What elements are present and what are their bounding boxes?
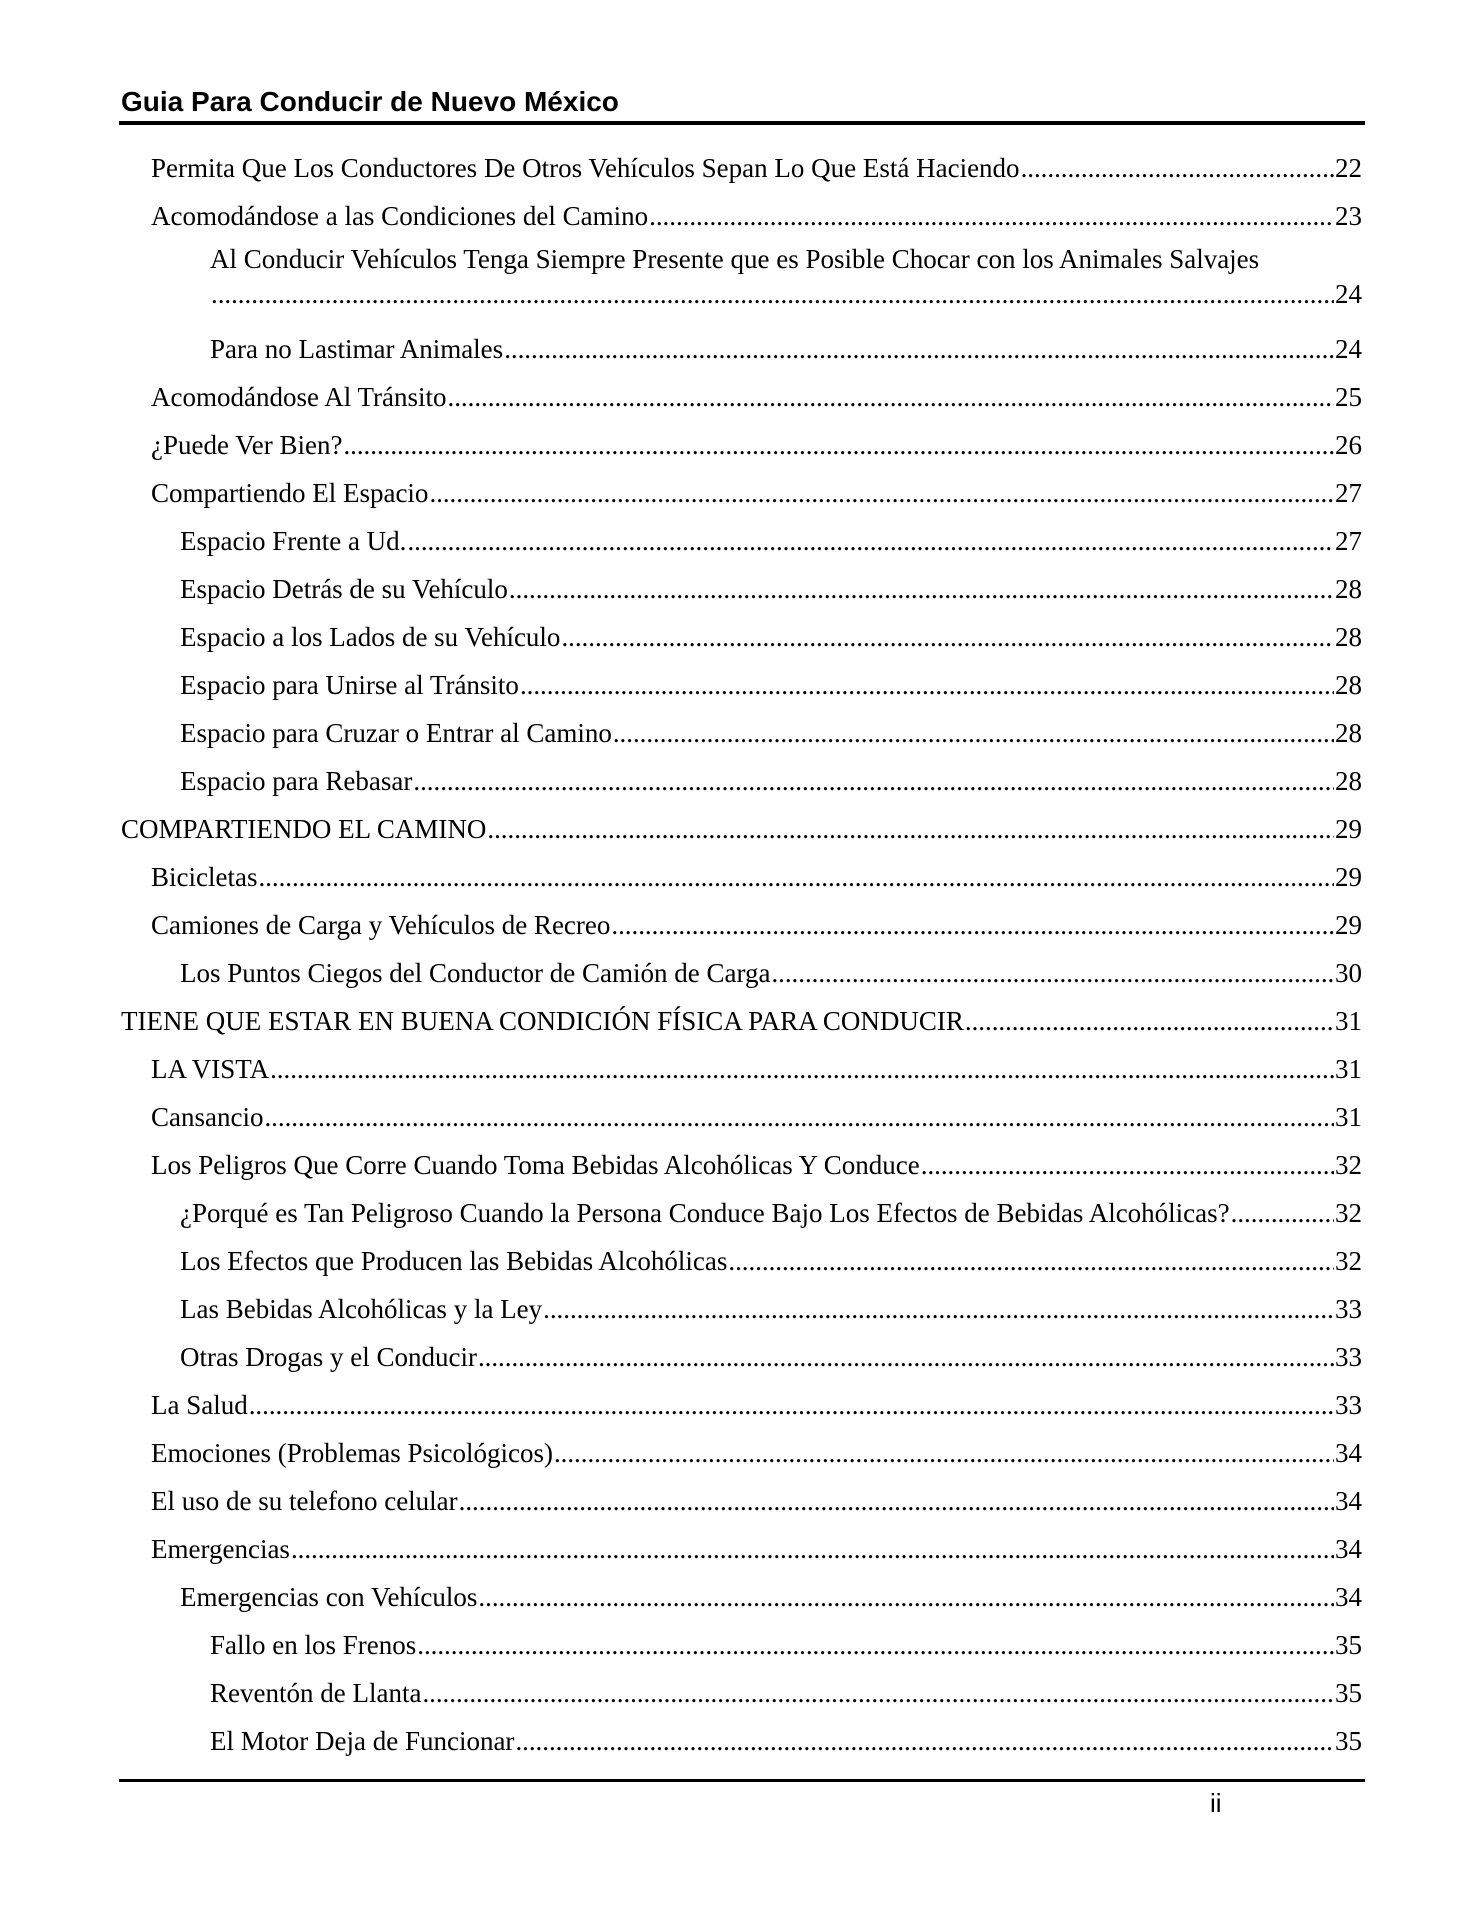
toc-entry-title: Reventón de Llanta bbox=[210, 1678, 422, 1708]
dot-leader bbox=[422, 1675, 1334, 1713]
toc-entry-page: 27 bbox=[1335, 526, 1362, 556]
toc-entry-page: 28 bbox=[1335, 766, 1362, 796]
toc-entry-title: Espacio a los Lados de su Vehículo bbox=[180, 622, 561, 652]
toc-entry-title: Espacio para Cruzar o Entrar al Camino bbox=[180, 718, 612, 748]
toc-entry-title: ¿Puede Ver Bien? bbox=[151, 430, 343, 460]
toc-entry-title: TIENE QUE ESTAR EN BUENA CONDICIÓN FÍSICA PARA CONDUCIR bbox=[121, 1006, 964, 1036]
toc-entry[interactable] bbox=[121, 1713, 1362, 1761]
toc-entry-title: Emergencias con Vehículos bbox=[180, 1582, 478, 1612]
toc-entry-title: Acomodándose Al Tránsito bbox=[151, 382, 447, 412]
dot-leader bbox=[270, 1051, 1334, 1089]
toc-entry-page: 32 bbox=[1335, 1150, 1362, 1180]
dot-leader bbox=[407, 523, 1334, 561]
toc-entry[interactable] bbox=[121, 657, 1362, 705]
dot-leader bbox=[520, 667, 1334, 705]
header-rule bbox=[119, 121, 1365, 125]
toc-entry[interactable] bbox=[121, 236, 1362, 321]
toc-entry[interactable] bbox=[121, 1041, 1362, 1089]
toc-entry[interactable] bbox=[121, 369, 1362, 417]
toc-entry-page: 33 bbox=[1335, 1294, 1362, 1324]
toc-entry-title: La Salud bbox=[151, 1390, 248, 1420]
toc-entry-title: LA VISTA bbox=[151, 1054, 270, 1084]
toc-entry-title: El Motor Deja de Funcionar bbox=[210, 1726, 515, 1756]
toc-entry-title: Espacio para Unirse al Tránsito bbox=[180, 670, 519, 700]
toc-entry[interactable] bbox=[121, 513, 1362, 561]
footer-rule bbox=[119, 1779, 1365, 1782]
dot-leader bbox=[543, 1291, 1334, 1329]
toc-entry[interactable] bbox=[121, 993, 1362, 1041]
toc-entry-title: Emergencias bbox=[151, 1534, 290, 1564]
toc-entry-title: Espacio Detrás de su Vehículo bbox=[180, 574, 508, 604]
toc-entry-title: Compartiendo El Espacio bbox=[151, 478, 429, 508]
dot-leader bbox=[613, 715, 1334, 753]
page-number: ii bbox=[1210, 1788, 1222, 1818]
toc-entry-title: Fallo en los Frenos bbox=[210, 1630, 417, 1660]
dot-leader bbox=[343, 427, 1334, 465]
dot-leader bbox=[515, 1723, 1334, 1761]
dot-leader bbox=[561, 619, 1334, 657]
toc-entry-title: Permita Que Los Conductores De Otros Vehículos Sepan Lo Que Está Haciendo bbox=[151, 153, 1020, 183]
toc-entry-page: 31 bbox=[1335, 1102, 1362, 1132]
toc-entry-page: 34 bbox=[1335, 1438, 1362, 1468]
dot-leader bbox=[554, 1435, 1334, 1473]
toc-entry-page: 27 bbox=[1335, 478, 1362, 508]
toc-entry[interactable] bbox=[121, 1137, 1362, 1185]
toc-entry[interactable] bbox=[121, 1665, 1362, 1713]
toc-entry-page: 28 bbox=[1335, 574, 1362, 604]
table-of-contents bbox=[121, 140, 1362, 1761]
dot-leader bbox=[478, 1339, 1334, 1377]
toc-entry[interactable] bbox=[121, 1425, 1362, 1473]
toc-entry-page: 33 bbox=[1335, 1390, 1362, 1420]
toc-entry[interactable] bbox=[121, 140, 1362, 188]
dot-leader bbox=[249, 1387, 1334, 1425]
toc-entry-title: COMPARTIENDO EL CAMINO bbox=[121, 814, 487, 844]
dot-leader bbox=[728, 1243, 1334, 1281]
toc-entry-page: 30 bbox=[1335, 958, 1362, 988]
toc-entry[interactable] bbox=[121, 465, 1362, 513]
dot-leader bbox=[611, 907, 1334, 945]
dot-leader bbox=[771, 955, 1334, 993]
toc-entry-title: Las Bebidas Alcohólicas y la Ley bbox=[180, 1294, 543, 1324]
dot-leader bbox=[1021, 150, 1334, 188]
toc-entry-page: 29 bbox=[1335, 814, 1362, 844]
running-header-title: Guia Para Conducir de Nuevo México bbox=[121, 86, 619, 117]
toc-entry[interactable] bbox=[121, 188, 1362, 236]
toc-entry-title: Espacio Frente a Ud. bbox=[180, 526, 407, 556]
toc-entry-title: Cansancio bbox=[151, 1102, 264, 1132]
toc-entry-page: 34 bbox=[1335, 1582, 1362, 1612]
dot-leader bbox=[258, 859, 1334, 897]
toc-entry[interactable] bbox=[121, 1281, 1362, 1329]
dot-leader bbox=[504, 331, 1334, 369]
dot-leader bbox=[291, 1531, 1334, 1569]
toc-entry-title: Los Puntos Ciegos del Conductor de Camión de Carga bbox=[180, 958, 771, 988]
toc-entry-page: 32 bbox=[1335, 1246, 1362, 1276]
dot-leader bbox=[264, 1099, 1334, 1137]
dot-leader bbox=[1231, 1195, 1334, 1233]
toc-entry-title: Camiones de Carga y Vehículos de Recreo bbox=[151, 910, 611, 940]
dot-leader bbox=[413, 763, 1334, 801]
toc-entry-page: 23 bbox=[1335, 201, 1362, 231]
toc-entry[interactable] bbox=[121, 609, 1362, 657]
toc-entry-title: Para no Lastimar Animales bbox=[210, 334, 504, 364]
toc-entry-page: 26 bbox=[1335, 430, 1362, 460]
toc-entry[interactable] bbox=[121, 945, 1362, 993]
toc-entry-page: 31 bbox=[1335, 1006, 1362, 1036]
toc-entry[interactable] bbox=[121, 1569, 1362, 1617]
toc-entry-page: 33 bbox=[1335, 1342, 1362, 1372]
toc-entry-page: 35 bbox=[1335, 1726, 1362, 1756]
dot-leader bbox=[417, 1627, 1334, 1665]
toc-entry-page: 28 bbox=[1335, 622, 1362, 652]
dot-leader bbox=[429, 475, 1334, 513]
toc-entry-page: 28 bbox=[1335, 670, 1362, 700]
toc-entry-page: 24 bbox=[1335, 279, 1362, 309]
toc-entry[interactable] bbox=[121, 801, 1362, 849]
toc-entry[interactable] bbox=[121, 1473, 1362, 1521]
toc-entry-title: ¿Porqué es Tan Peligroso Cuando la Persona Conduce Bajo Los Efectos de Bebidas Alcohólicas? bbox=[180, 1198, 1230, 1228]
toc-entry-page: 29 bbox=[1335, 910, 1362, 940]
toc-entry[interactable] bbox=[121, 705, 1362, 753]
dot-leader bbox=[211, 278, 1334, 313]
toc-entry[interactable] bbox=[121, 1185, 1362, 1233]
toc-entry-title: Acomodándose a las Condiciones del Camino bbox=[151, 201, 649, 231]
toc-entry[interactable] bbox=[121, 1233, 1362, 1281]
dot-leader bbox=[649, 198, 1334, 236]
toc-entry-page: 31 bbox=[1335, 1054, 1362, 1084]
dot-leader bbox=[509, 571, 1334, 609]
toc-entry-title: Al Conducir Vehículos Tenga Siempre Presente que es Posible Chocar con los Animales Salvajes bbox=[210, 244, 1260, 274]
toc-entry[interactable] bbox=[121, 849, 1362, 897]
toc-entry[interactable] bbox=[121, 417, 1362, 465]
toc-entry[interactable] bbox=[121, 1329, 1362, 1377]
dot-leader bbox=[965, 1003, 1334, 1041]
dot-leader bbox=[487, 811, 1334, 849]
toc-entry-title: El uso de su telefono celular bbox=[151, 1486, 458, 1516]
toc-entry-page: 35 bbox=[1335, 1678, 1362, 1708]
toc-entry-title: Bicicletas bbox=[151, 862, 258, 892]
toc-entry-title: Los Efectos que Producen las Bebidas Alcohólicas bbox=[180, 1246, 728, 1276]
toc-entry[interactable] bbox=[121, 753, 1362, 801]
toc-entry-page: 34 bbox=[1335, 1534, 1362, 1564]
toc-entry[interactable] bbox=[121, 1089, 1362, 1137]
toc-entry-title: Espacio para Rebasar bbox=[180, 766, 413, 796]
toc-entry[interactable] bbox=[121, 897, 1362, 945]
toc-entry[interactable] bbox=[121, 561, 1362, 609]
toc-entry-page: 22 bbox=[1335, 153, 1362, 183]
toc-entry[interactable] bbox=[121, 1521, 1362, 1569]
toc-entry-title: Otras Drogas y el Conducir bbox=[180, 1342, 477, 1372]
toc-entry[interactable] bbox=[121, 1377, 1362, 1425]
dot-leader bbox=[459, 1483, 1334, 1521]
toc-entry-page: 34 bbox=[1335, 1486, 1362, 1516]
toc-entry-page: 29 bbox=[1335, 862, 1362, 892]
toc-entry-page: 25 bbox=[1335, 382, 1362, 412]
toc-entry[interactable] bbox=[121, 321, 1362, 369]
toc-entry-page: 35 bbox=[1335, 1630, 1362, 1660]
dot-leader bbox=[478, 1579, 1334, 1617]
toc-entry[interactable] bbox=[121, 1617, 1362, 1665]
toc-entry-page: 24 bbox=[1335, 334, 1362, 364]
dot-leader bbox=[448, 379, 1334, 417]
toc-entry-page: 28 bbox=[1335, 718, 1362, 748]
toc-entry-title: Emociones (Problemas Psicológicos) bbox=[151, 1438, 553, 1468]
dot-leader bbox=[921, 1147, 1334, 1185]
toc-entry-page: 32 bbox=[1335, 1198, 1362, 1228]
toc-entry-title: Los Peligros Que Corre Cuando Toma Bebidas Alcohólicas Y Conduce bbox=[151, 1150, 920, 1180]
